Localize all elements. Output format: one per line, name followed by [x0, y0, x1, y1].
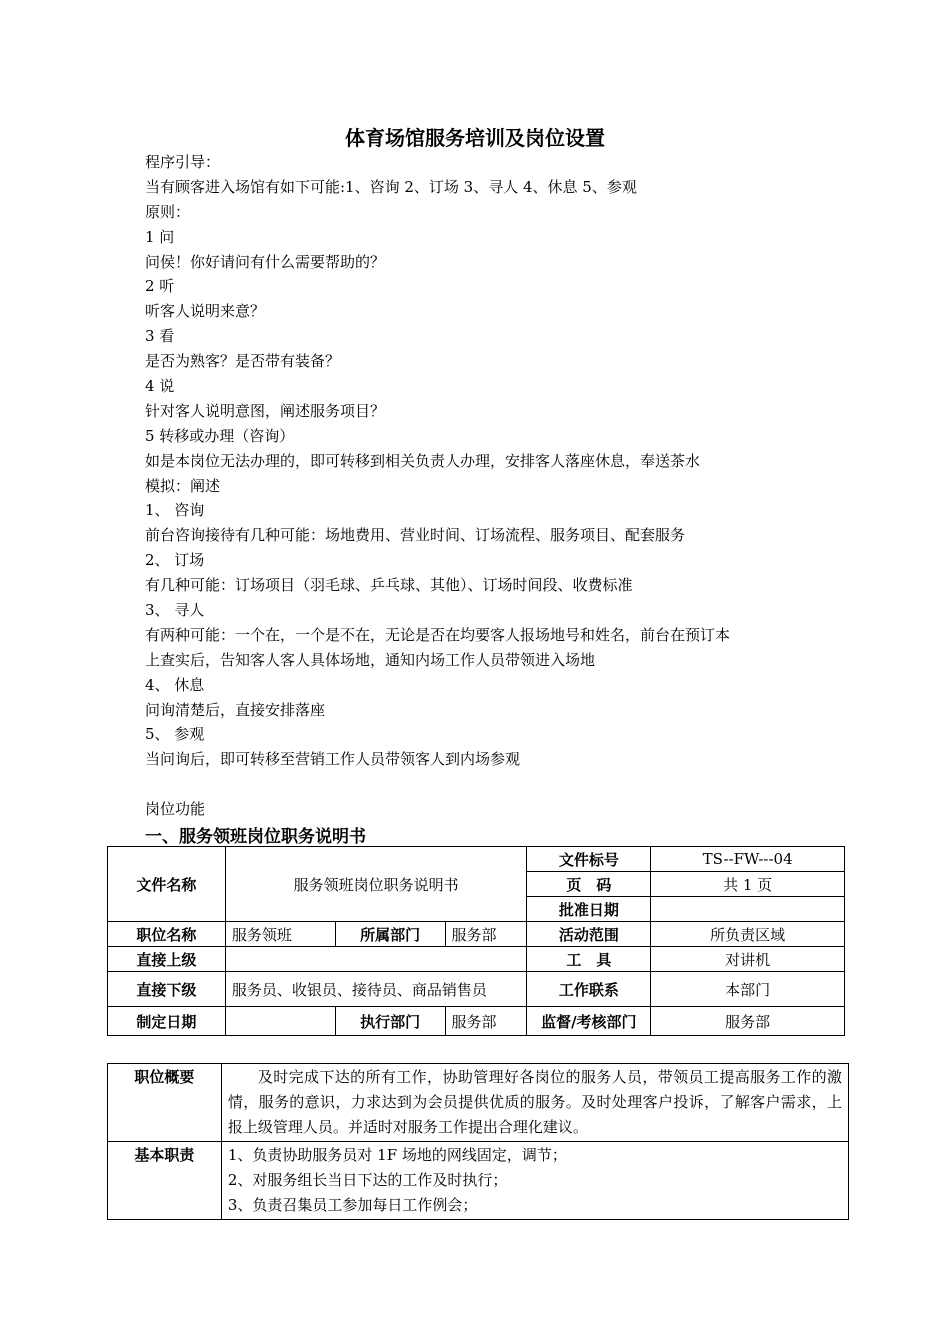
exec-dept-value: 服务部 — [445, 1007, 527, 1036]
made-date-label: 制定日期 — [108, 1007, 226, 1036]
text-line: 4、 休息 — [145, 675, 205, 694]
overview-text: 及时完成下达的所有工作，协助管理好各岗位的服务人员，带领员工提高服务工作的激情，服务的意识，力求达到为会员提供优质的服务。及时处理客户投诉，了解客户需求，上报上级管理人员。并适时对服务工作提出合理化建议。 — [221, 1064, 848, 1142]
supervise-label: 监督/考核部门 — [527, 1007, 651, 1036]
superior-label: 直接上级 — [108, 947, 226, 972]
text-line: 听客人说明来意？ — [145, 302, 266, 321]
page-value: 共 1 页 — [651, 872, 845, 897]
text-line: 2、 订场 — [145, 551, 205, 570]
overview-label: 职位概要 — [108, 1064, 222, 1142]
superior-value — [225, 947, 527, 972]
text-line: 1、 咨询 — [145, 501, 205, 520]
text-line: 有两种可能：一个在，一个是不在，无论是否在均要客人报场地号和姓名，前台在预订本 — [145, 625, 731, 644]
text-line: 岗位功能 — [145, 800, 206, 819]
text-line: 5 转移或办理（咨询） — [145, 426, 295, 445]
text-line: 4 说 — [145, 377, 175, 396]
scope-label: 活动范围 — [527, 922, 651, 947]
supervise-value: 服务部 — [651, 1007, 845, 1036]
doc-name-label: 文件名称 — [108, 847, 226, 922]
text-line: 程序引导： — [145, 153, 221, 171]
job-description-table — [107, 846, 845, 1036]
text-line: 当有顾客进入场馆有如下可能:1、咨询 2、订场 3、寻人 4、休息 5、参观 — [145, 177, 637, 196]
duty-item: 1、负责协助服务员对 1F 场地的网线固定，调节； — [227, 1146, 567, 1164]
text-line: 3 看 — [145, 327, 175, 346]
text-line: 模拟：阐述 — [145, 476, 221, 495]
scope-value: 所负责区域 — [651, 922, 845, 947]
text-line: 原则： — [145, 202, 191, 221]
doc-code-label: 文件标号 — [527, 847, 651, 872]
subordinate-value: 服务员、收银员、接待员、商品销售员 — [225, 972, 527, 1007]
text-line: 问侯！你好请问有什么需要帮助的？ — [145, 252, 386, 271]
text-line: 3、 寻人 — [145, 601, 205, 620]
subordinate-label: 直接下级 — [108, 972, 226, 1007]
tools-value: 对讲机 — [651, 947, 845, 972]
position-value: 服务领班 — [225, 922, 335, 947]
text-line: 针对客人说明意图，阐述服务项目？ — [145, 401, 386, 420]
text-line: 有几种可能：订场项目（羽毛球、乒乓球、其他）、订场时间段、收费标准 — [145, 576, 633, 595]
section-heading: 一、服务领班岗位职务说明书 — [145, 827, 366, 847]
duties-list — [221, 1142, 848, 1220]
tools-label: 工 具 — [527, 947, 651, 972]
contact-value: 本部门 — [651, 972, 845, 1007]
approve-date-value — [651, 897, 845, 922]
doc-code-value: TS--FW---04 — [651, 847, 845, 872]
text-line: 2 听 — [145, 277, 175, 296]
doc-name-value: 服务领班岗位职务说明书 — [225, 847, 527, 922]
duty-item: 3、负责召集员工参加每日工作例会； — [227, 1196, 478, 1214]
page-label: 页 码 — [527, 872, 651, 897]
text-line: 问询清楚后，直接安排落座 — [145, 700, 326, 719]
text-line: 如是本岗位无法办理的，即可转移到相关负责人办理，安排客人落座休息，奉送茶水 — [145, 451, 701, 470]
dept-label: 所属部门 — [335, 922, 445, 947]
dept-value: 服务部 — [445, 922, 527, 947]
position-label: 职位名称 — [108, 922, 226, 947]
made-date-value — [225, 1007, 335, 1036]
body-text — [145, 150, 865, 822]
page-title: 体育场馆服务培训及岗位设置 — [345, 126, 605, 150]
text-line: 前台咨询接待有几种可能：场地费用、营业时间、订场流程、服务项目、配套服务 — [145, 526, 686, 545]
approve-date-label: 批准日期 — [527, 897, 651, 922]
text-line: 5、 参观 — [145, 725, 205, 744]
duties-label: 基本职责 — [108, 1142, 222, 1220]
text-line: 是否为熟客？是否带有装备？ — [145, 352, 341, 371]
blank-line — [145, 772, 865, 797]
exec-dept-label: 执行部门 — [335, 1007, 445, 1036]
text-line: 当问询后，即可转移至营销工作人员带领客人到内场参观 — [145, 750, 521, 769]
duty-item: 2、对服务组长当日下达的工作及时执行； — [227, 1171, 508, 1189]
job-duties-table — [107, 1063, 849, 1220]
text-line: 1 问 — [145, 227, 175, 246]
contact-label: 工作联系 — [527, 972, 651, 1007]
text-line: 上查实后，告知客人客人具体场地，通知内场工作人员带领进入场地 — [145, 650, 596, 669]
